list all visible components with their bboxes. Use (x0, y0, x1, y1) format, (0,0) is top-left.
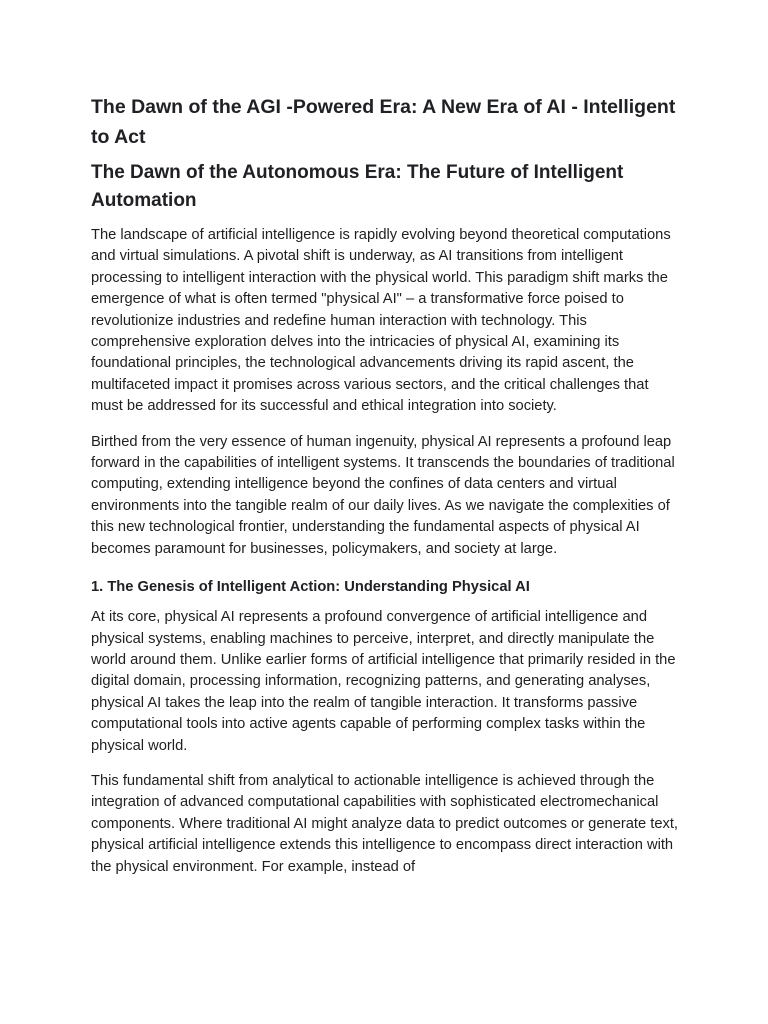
section-1-paragraph-1: At its core, physical AI represents a profound convergence of artificial intelligence and physical systems, enabling machines to perceive, interpret, and directly manipulate the world around them. Unlike earlier forms of artificial intelligence that primarily resided in the digital domain, processing information, recognizing patterns, and generating analyses, physical AI takes the leap into the realm of tangible interaction. It transforms passive computational tools into active agents capable of performing complex tasks within the physical world. (91, 609, 676, 754)
document-title: The Dawn of the AGI -Powered Era: A New Era of AI - Intelligent to Act (91, 96, 676, 148)
intro-paragraph-1: The landscape of artificial intelligence is rapidly evolving beyond theoretical computations and virtual simulations. A pivotal shift is underway, as AI transitions from intelligent processing to intelligent interaction with the physical world. This paradigm shift marks the emergence of what is often termed "physical AI" – a transformative force poised to revolutionize industries and redefine human interaction with technology. This comprehensive exploration delves into the intricacies of physical AI, examining its foundational principles, the technological advancements driving its rapid ascent, the multifaceted impact it promises across various sectors, and the critical challenges that must be addressed for its successful and ethical integration into society. (91, 227, 671, 415)
document-subtitle: The Dawn of the Autonomous Era: The Future of Intelligent Automation (91, 162, 624, 211)
section-1-heading: 1. The Genesis of Intelligent Action: Understanding Physical AI (91, 579, 530, 596)
section-1-paragraph-2: This fundamental shift from analytical to actionable intelligence is achieved through the integration of advanced computational capabilities with sophisticated electromechanical components. Where traditional AI might analyze data to predict outcomes or generate text, physical artificial intelligence extends this intelligence to encompass direct interaction with the physical environment. For example, instead of (91, 772, 679, 875)
intro-paragraph-2: Birthed from the very essence of human ingenuity, physical AI represents a profound leap forward in the capabilities of intelligent systems. It transcends the boundaries of traditional computing, extending intelligence beyond the confines of data centers and virtual environments into the tangible realm of our daily lives. As we navigate the complexities of this new technological frontier, understanding the fundamental aspects of physical AI becomes paramount for businesses, policymakers, and society at large. (91, 433, 675, 557)
document-page (91, 92, 683, 892)
